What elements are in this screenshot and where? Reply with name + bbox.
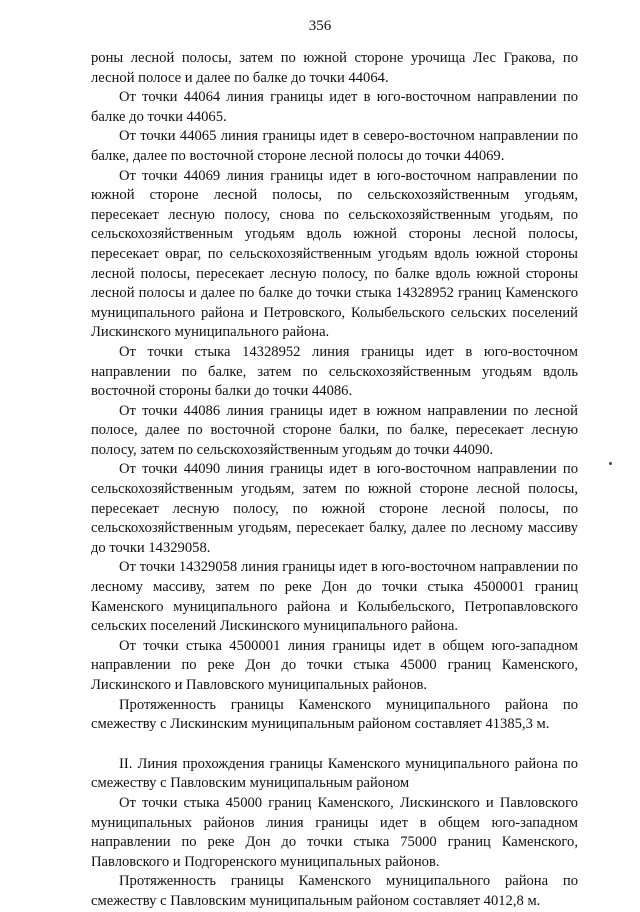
section-heading-ii: II. Линия прохождения границы Каменского муниципального района по смежеству с Павловским муниципальным районом <box>91 755 578 792</box>
paragraph-point-14329058: От точки 14329058 линия границы идет в юго-восточном направлении по лесному массиву, затем по реке Дон до точки стыка 4500001 границ Каменского муниципального района и Колыбельского, Петропавловского сельских поселений Лискинского муниципального района. <box>91 559 578 635</box>
paragraph-length-liski: Протяженность границы Каменского муниципального района по смежеству с Лискинским муниципальным районом составляет 41385,3 м. <box>91 696 578 733</box>
paragraph-point-45000: От точки стыка 45000 границ Каменского, Лискинского и Павловского муниципальных районов линия границы идет в общем юго-западном направлении по реке Дон до точки стыка 75000 границ Каменского, Павловского и Подгоренского муниципальных районов. <box>91 794 578 870</box>
scan-speck <box>609 462 612 465</box>
paragraph-point-44090: От точки 44090 линия границы идет в юго-восточном направлении по сельскохозяйственным угодьям, затем по южной стороне лесной полосы, пересекает лесную полосу, по южной стороне лесной полосы, по сельскохозяйственным угодьям, пересекает балку, далее по лесному массиву до точки 14329058. <box>91 461 578 556</box>
paragraph-point-44064: От точки 44064 линия границы идет в юго-восточном направлении по балке до точки 44065. <box>91 89 578 125</box>
paragraph-point-4500001: От точки стыка 4500001 линия границы идет в общем юго-западном направлении по реке Дон до точки стыка 45000 границ Каменского, Лискинского и Павловского муниципальных районов. <box>91 637 578 693</box>
paragraph-continuation: роны лесной полосы, затем по южной стороне урочища Лес Гракова, по лесной полосе и далее по балке до точки 44064. <box>91 50 578 86</box>
paragraph-point-44065: От точки 44065 линия границы идет в северо-восточном направлении по балке, далее по восточной стороне лесной полосы до точки 44069. <box>91 128 578 164</box>
paragraph-point-44069: От точки 44069 линия границы идет в юго-восточном направлении по южной стороне лесной полосы, по сельскохозяйственным угодьям, пересекает лесную полосу, снова по сельскохозяйственным угодьям, по сельскохозяйственным угодьям вдоль южной стороны лесной полосы, пересекает овраг, по сельскохозяйственным угодьям вдоль южной стороны лесной полосы, пересекает лесную полосу, по балке вдоль южной стороны лесной полосы и далее по балке до точки стыка 14328952 границ Каменского муниципального района и Петровского, Колыбельского сельских поселений Лискинского муниципального района. <box>91 167 578 341</box>
paragraph-point-14328952: От точки стыка 14328952 линия границы идет в юго-восточном направлении по балке, затем по сельскохозяйственным угодьям вдоль восточной стороны балки до точки 44086. <box>91 343 578 400</box>
document-body <box>91 49 578 912</box>
page-number: 356 <box>308 18 332 34</box>
paragraph-point-44086: От точки 44086 линия границы идет в южном направлении по лесной полосе, далее по восточной стороне балки, по балке, пересекает лесную полосу, затем по сельскохозяйственным угодьям до точки 44090. <box>91 402 578 458</box>
paragraph-length-pavlovsk: Протяженность границы Каменского муниципального района по смежеству с Павловским муниципальным районом составляет 4012,8 м. <box>91 873 578 909</box>
